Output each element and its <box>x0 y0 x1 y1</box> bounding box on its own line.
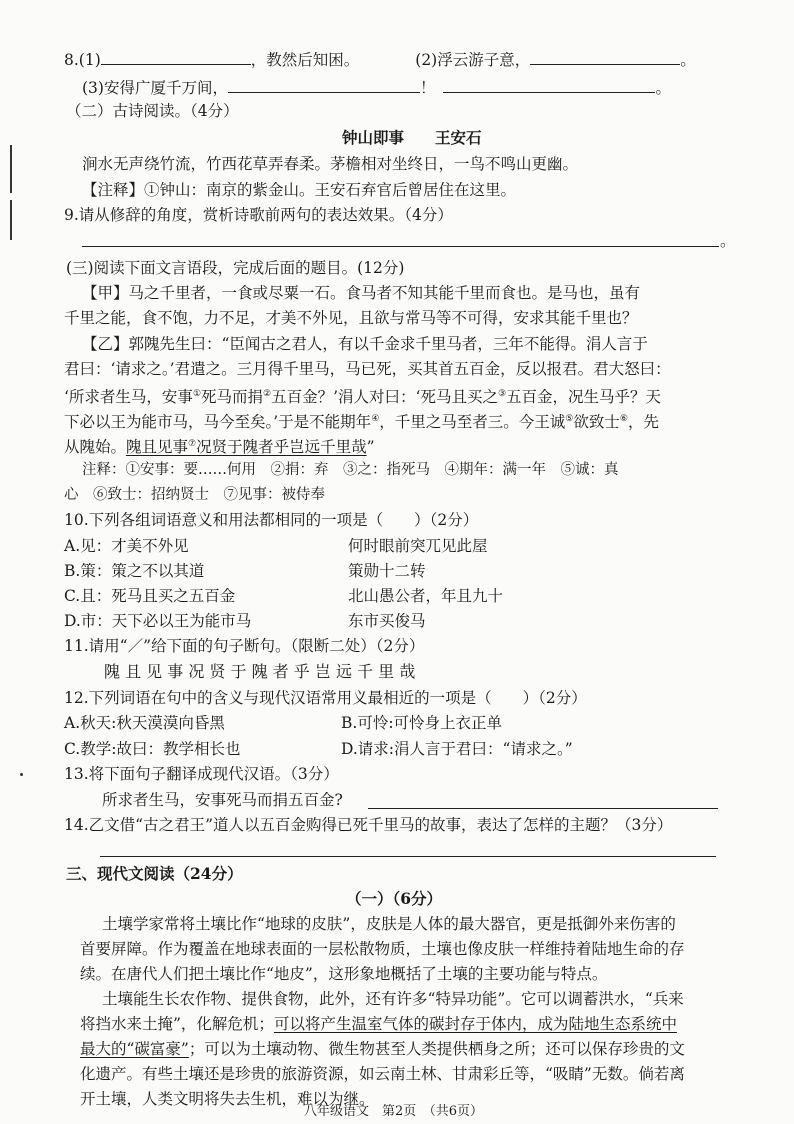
underlined-sentence: 最大的“碳富豪” <box>80 1040 189 1058</box>
page-footer: 八年级语文 第2页 （共6页） <box>304 1104 484 1119</box>
question-10: 10.下列各组词语意义和用法都相同的一项是（ ）（2分） <box>64 511 479 529</box>
option-a[interactable]: A.见：才美不外见 <box>64 537 189 555</box>
option-d-compare: 东市买俊马 <box>348 612 426 630</box>
passage-a-line: 千里之能，食不饱，力不足，才美不外见，且欲与常马等不可得，安求其能千里也？ <box>64 309 638 327</box>
q8-line-1: 8.(1) ，教然后知困。 (2)浮云游子意， 。 <box>64 51 696 69</box>
margin-dot <box>20 773 23 776</box>
answer-blank[interactable] <box>530 50 680 65</box>
answer-line[interactable] <box>368 808 718 809</box>
period: 。 <box>720 232 736 250</box>
passage-notes: 心 ⑥致士：招纳贤士 ⑦见事：被侍奉 <box>64 487 325 503</box>
subsection-heading: （一）（6分） <box>346 889 443 908</box>
sentence-to-translate: 所求者生马，安事死马而捐五百金? <box>102 791 343 809</box>
margin-scan-mark <box>10 145 12 193</box>
paragraph-line: 续。在唐代人们把土壤比作“地皮”，这形象地概括了土壤的主要功能与特点。 <box>80 965 608 983</box>
question-9: 9.请从修辞的角度，赏析诗歌前两句的表达效果。（4分） <box>64 206 453 224</box>
passage-notes: 注释：①安事：要……何用 ②捐：弃 ③之：指死马 ④期年：满一年 ⑤诚：真 <box>82 462 619 478</box>
option-b-compare: 策勋十二转 <box>348 562 426 580</box>
answer-line[interactable] <box>100 856 716 857</box>
passage-b-line: 君曰：‘请求之。’君遣之。三月得千里马，马已死，买其首五百金，反以报君。君大怒曰： <box>64 360 671 378</box>
passage-b-line: 【乙】郭隗先生曰：“臣闻古之君人，有以千金求千里马者，三年不能得。涓人言于 <box>82 335 648 353</box>
passage-b-line: ‘所求者生马，安事①死马而捐②五百金？’涓人对曰：‘死马且买之③五百金，况生马乎？天 <box>64 388 662 407</box>
passage-b-line: 从隗始。隗且见事⑦况贤于隗者乎岂远千里哉” <box>64 438 375 457</box>
question-11: 11.请用“／”给下面的句子断句。（限断二处）（2分） <box>64 637 425 655</box>
option-d[interactable]: D.市：天下必以王为能市马 <box>64 612 252 630</box>
section-heading: （二）古诗阅读。（4分） <box>66 102 239 120</box>
answer-blank[interactable] <box>101 50 251 65</box>
option-d[interactable]: D.请求:涓人言于君曰：“请求之。” <box>341 740 573 758</box>
paragraph-line: 将挡水来土掩”，化解危机；可以将产生温室气体的碳封存于体内，成为陆地生态系统中 <box>80 1015 677 1033</box>
question-12: 12.下列词语在句中的含义与现代汉语常用义最相近的一项是（ ）（2分） <box>64 689 587 707</box>
option-c[interactable]: C.且：死马且买之五百金 <box>64 587 236 605</box>
option-a[interactable]: A.秋天:秋天漠漠向昏黑 <box>64 714 225 732</box>
poem-note: 【注释】①钟山：南京的紫金山。王安石弃官后曾居住在这里。 <box>82 181 517 199</box>
passage-a-line: 【甲】马之千里者，一食或尽粟一石。食马者不知其能千里而食也。是马也，虽有 <box>82 284 641 302</box>
paragraph-line: 土壤能生长农作物、提供食物，此外，还有许多“特异功能”。它可以调蓄洪水，“兵来 <box>102 990 684 1008</box>
underlined-sentence: 可以将产生温室气体的碳封存于体内，成为陆地生态系统中 <box>273 1015 677 1033</box>
option-c-compare: 北山愚公者，年且九十 <box>348 587 504 605</box>
paragraph-line: 开土壤，人类文明将失去生机，难以为继。 <box>80 1090 375 1108</box>
section-heading: 三、现代文阅读（24分） <box>66 864 243 883</box>
margin-scan-mark <box>10 200 12 240</box>
passage-b-line: 下必以王为能市马，马今至矣。’于是不能期年④，千里之马至者三。今王诚⑤欲致士⑥，先 <box>64 413 659 432</box>
question-13: 13.将下面句子翻译成现代汉语。（3分） <box>64 765 339 783</box>
answer-blank[interactable] <box>443 78 655 93</box>
answer-blank[interactable] <box>228 78 420 93</box>
paragraph-line: 土壤学家常将土壤比作“地球的皮肤”，皮肤是人体的最大器官，更是抵御外来伤害的 <box>102 915 676 933</box>
paragraph-line: 最大的“碳富豪”；可以为土壤动物、微生物甚至人类提供栖身之所；还可以保存珍贵的文 <box>80 1040 685 1058</box>
question-14: 14.乙文借“古之君王”道人以五百金购得已死千里马的故事，表达了怎样的主题？（3分） <box>64 816 673 834</box>
paragraph-line: 首要屏障。作为覆盖在地球表面的一层松散物质，土壤也像皮肤一样维持着陆地生命的存 <box>80 940 685 958</box>
section-heading: (三)阅读下面文言语段，完成后面的题目。(12分) <box>66 259 405 277</box>
option-b[interactable]: B.可怜:可怜身上衣正单 <box>341 714 503 732</box>
option-a-compare: 何时眼前突兀见此屋 <box>348 537 488 555</box>
option-c[interactable]: C.教学:故曰：教学相长也 <box>64 740 241 758</box>
poem-text: 涧水无声绕竹流，竹西花草弄春柔。茅檐相对坐终日，一鸟不鸣山更幽。 <box>82 155 579 173</box>
poem-title: 钟山即事 王安石 <box>342 128 482 147</box>
q8-line-2: (3)安得广厦千万间， ！ 。 <box>82 79 671 97</box>
sentence-to-punctuate: 隗 且 见 事 况 贤 于 隗 者 乎 岂 远 千 里 哉 <box>104 662 416 681</box>
underlined-sentence: 隗且见事⑦况贤于隗者乎岂远千里哉 <box>126 438 367 457</box>
answer-line[interactable] <box>82 246 719 247</box>
paragraph-line: 化遗产。有些土壤还是珍贵的旅游资源，如云南土林、甘肃彩丘等，“吸睛”无数。倘若离 <box>80 1065 685 1083</box>
option-b[interactable]: B.策：策之不以其道 <box>64 562 205 580</box>
